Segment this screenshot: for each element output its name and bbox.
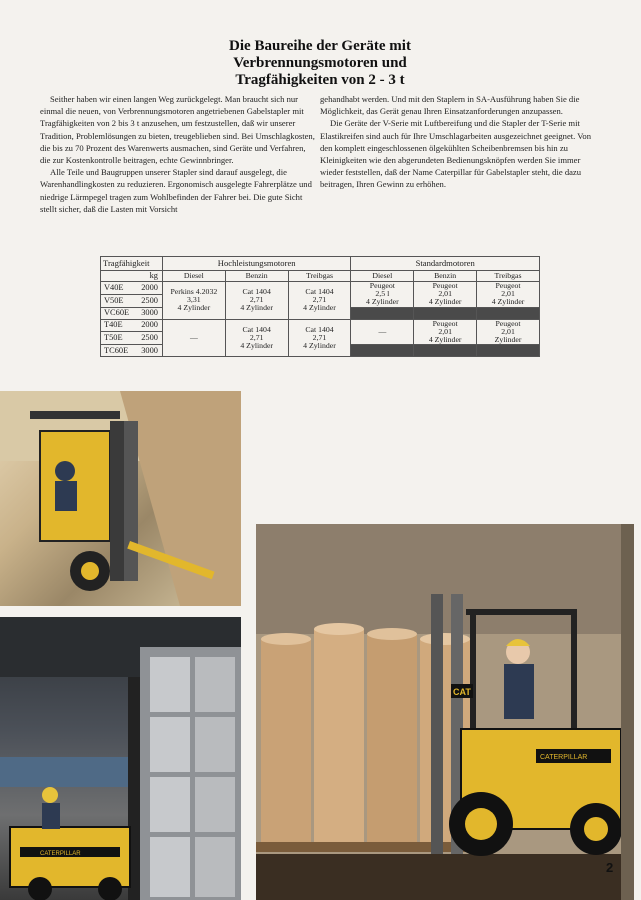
body-column-left <box>40 93 316 215</box>
title-line-1: Die Baureihe der Geräte mit <box>229 38 411 54</box>
photo-forklift-warehouse <box>0 391 241 606</box>
engine-make: Peugeot <box>432 281 458 290</box>
engine-cell <box>351 282 414 308</box>
engine-cylinders: 4 Zylinder <box>303 303 336 313</box>
engine-displacement: 2,71 <box>249 332 264 342</box>
engine-make: Cat 1404 <box>242 324 271 334</box>
engine-displacement: 2,71 <box>249 295 264 305</box>
engine-cylinders: 4 Zylinder <box>491 297 525 307</box>
engine-displacement: 2,01 <box>501 289 515 299</box>
engine-cell <box>477 319 540 345</box>
model-capacity: 3000 <box>138 345 162 357</box>
model-name: V50E <box>101 294 139 307</box>
fuel-header: Diesel <box>351 271 414 282</box>
title-line-3: Tragfähigkeiten von 2 - 3 t <box>235 72 405 88</box>
paragraph: Alle Teile und Baugruppen unserer Stapler sind darauf ausgelegt, die Warenhandlingkosten zu reduzieren. Ergonomisch ausgelegte Fahrerplätze und niedrige Lärmpegel tragen zum Wohlbefinden der Fahrer bei. Die gute Sicht stellt sicher, daß die Lasten mit Vorsicht <box>40 167 312 214</box>
model-name: V40E <box>101 282 139 295</box>
model-name: VC60E <box>101 307 139 319</box>
paragraph: Die Geräte der V-Serie mit Luftbereifung und die Stapler der T-Serie mit Elastikreifen sind auch für Ihre Umschlagarbeiten ausgezeichnet geeignet. Von den komplett eingeschlossenen ölgekühlten Scheibenbremsen bis hin zu Kleinigkeiten wie den abgerundeten Bedienungsknöpfen werden Sie immer wieder feststellen, daß der Name Caterpillar für Gabelstapler steht, die dazu beitragen, Ihren Gewinn zu erhöhen. <box>320 118 592 190</box>
engine-cylinders: 4 Zylinder <box>365 297 399 307</box>
engine-cell <box>225 319 288 357</box>
model-name: T50E <box>101 332 139 345</box>
kg-header: kg <box>101 271 163 282</box>
engine-cell <box>162 282 225 320</box>
engine-displacement: 2,71 <box>312 295 327 305</box>
engine-make: Cat 1404 <box>305 287 334 296</box>
model-capacity: 2000 <box>138 319 162 332</box>
engine-displacement: 2,71 <box>312 332 327 342</box>
forklift-illustration <box>256 524 634 900</box>
engine-make: Peugeot <box>495 318 521 328</box>
photo-forklift-paper-rolls <box>256 524 634 900</box>
model-capacity: 2000 <box>138 282 162 295</box>
engine-displacement: 3,31 <box>187 295 201 305</box>
engine-cell <box>477 282 540 308</box>
model-capacity: 3000 <box>138 307 162 319</box>
engine-cell <box>414 319 477 345</box>
engine-cell-empty: — <box>162 319 225 357</box>
engine-cell <box>414 282 477 308</box>
model-name: T40E <box>101 319 139 332</box>
engine-make: Cat 1404 <box>305 324 334 334</box>
unavailable-cell <box>414 345 477 357</box>
engine-cylinders: 4 Zylinder <box>240 341 274 351</box>
engine-make: Peugeot <box>369 281 395 290</box>
engine-cell <box>225 282 288 320</box>
page-number: 2 <box>606 860 614 875</box>
engine-cylinders: Zylinder <box>494 335 522 345</box>
engine-make: Cat 1404 <box>242 287 271 296</box>
fuel-header: Benzin <box>414 271 477 282</box>
model-capacity: 2500 <box>138 332 162 345</box>
paragraph: Seither haben wir einen langen Weg zurückgelegt. Man braucht sich nur einmal die neuen, von Verbrennungsmotoren angetriebenen Gabelstapler mit Tragfähigkeiten von 2 bis 3 t anzusehen, um festzustellen, daß wir unserer Tradition, Problemlösungen zu bieten, treugeblieben sind. Bei Umschlagkosten, die bis zu 70 Prozent des Warenwerts ausmachen, sind Geräte und Verfahren, die zur Kostenkontrolle beitragen, echte Gewinnbringer. <box>40 94 315 166</box>
capacity-header: Tragfähigkeit <box>101 257 163 271</box>
group-header-standard: Standardmotoren <box>351 257 540 271</box>
body-column-right <box>320 93 596 191</box>
engine-displacement: 2,01 <box>438 289 452 299</box>
engine-make: Peugeot <box>495 281 521 290</box>
unavailable-cell <box>477 345 540 357</box>
engine-make: Peugeot <box>432 318 458 328</box>
unavailable-cell <box>414 307 477 319</box>
model-name: TC60E <box>101 345 139 357</box>
engine-cylinders: 4 Zylinder <box>428 335 462 345</box>
page-title <box>120 38 520 89</box>
engine-cell <box>288 319 351 357</box>
unavailable-cell <box>351 345 414 357</box>
forklift-illustration <box>0 391 241 606</box>
fuel-header: Benzin <box>225 271 288 282</box>
cat-logo: CAT <box>453 687 471 697</box>
title-line-2: Verbrennungsmotoren und <box>233 55 407 71</box>
engine-make: Perkins 4.2032 <box>170 287 218 296</box>
engine-cell-empty: — <box>351 319 414 345</box>
caterpillar-label: CATERPILLAR <box>540 754 588 761</box>
unavailable-cell <box>477 307 540 319</box>
fuel-header: Treibgas <box>477 271 540 282</box>
engine-displacement: 2,01 <box>438 326 452 336</box>
model-capacity: 2500 <box>138 294 162 307</box>
engine-cylinders: 4 Zylinder <box>303 341 336 351</box>
engine-cylinders: 4 Zylinder <box>177 303 211 313</box>
fuel-header: Diesel <box>162 271 225 282</box>
unavailable-cell <box>351 307 414 319</box>
forklift-illustration <box>0 617 241 900</box>
group-header-high-performance: Hochleistungsmotoren <box>162 257 350 271</box>
photo-forklift-rolls <box>0 617 241 900</box>
engine-displacement: 2,01 <box>501 326 515 336</box>
engine-cylinders: 4 Zylinder <box>428 297 462 307</box>
fuel-header: Treibgas <box>288 271 351 282</box>
engine-cylinders: 4 Zylinder <box>240 303 274 313</box>
caterpillar-label: CATERPILLAR <box>40 851 81 857</box>
paragraph: gehandhabt werden. Und mit den Staplern in SA-Ausführung haben Sie die Möglichkeit, das Gerät genau Ihren Einsatzanforderungen anzupassen. <box>320 94 580 117</box>
engine-cell <box>288 282 351 320</box>
engine-spec-table <box>100 256 540 357</box>
engine-displacement: 2,5 l <box>375 289 390 299</box>
